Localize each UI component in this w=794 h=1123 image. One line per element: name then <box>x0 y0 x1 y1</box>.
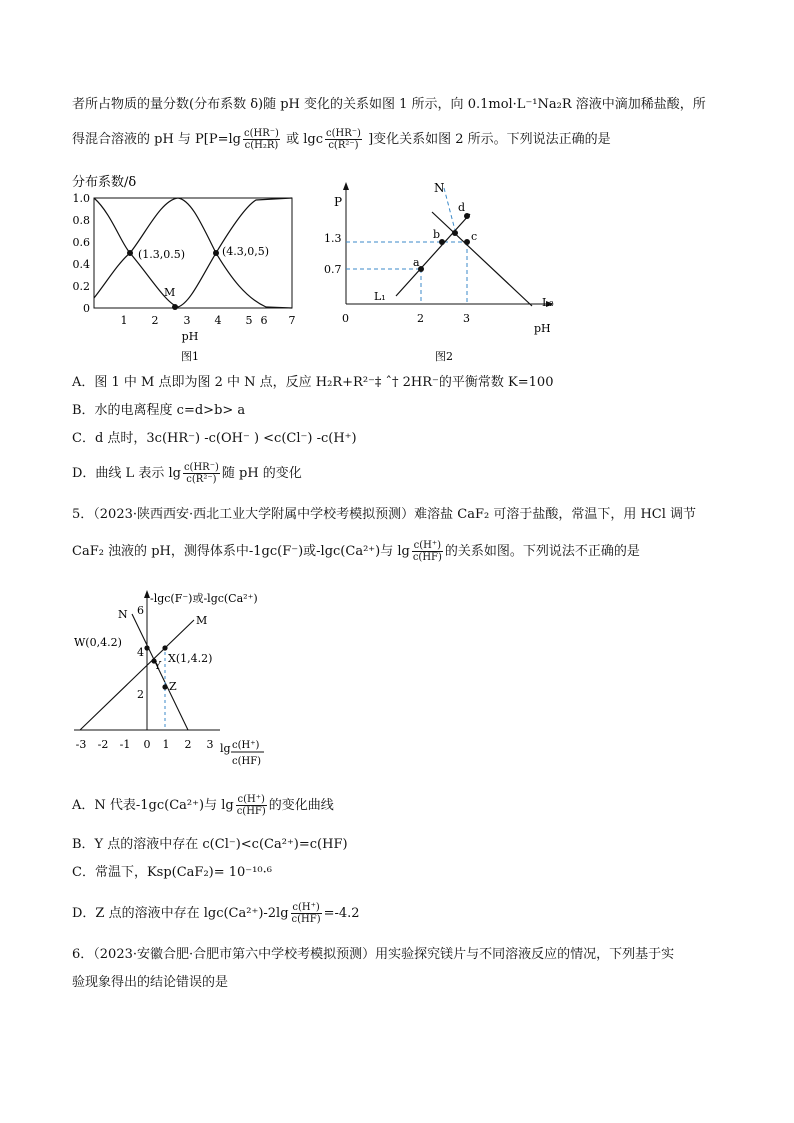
q4-intro2-c: ]变化关系如图 2 所示。下列说法正确的是 <box>368 132 611 147</box>
q4-optd-a: D．曲线 L 表示 lg <box>72 466 181 481</box>
fig2-point-c <box>464 239 470 245</box>
fig2-point-mid <box>452 230 458 236</box>
q5-stem2-b: 的关系如图。下列说法不正确的是 <box>444 544 640 559</box>
q4-intro-frac1: $\frac{c(HR^-)}{\text{c(H₂R)}}$ <box>244 128 279 151</box>
figure-q5 <box>70 590 290 780</box>
q4-option-d <box>72 462 302 485</box>
q4-intro2-a: 得混合溶液的 pH 与 P[P=lg <box>72 132 241 147</box>
fig2-line-l1 <box>396 214 470 296</box>
q4-intro-frac2: $\frac{c(HR^-)}{\text{c(R²⁻)}}$ <box>325 128 361 151</box>
fig1-ytick: 0.4 <box>72 258 90 271</box>
fig2-caption: 图2 <box>435 350 453 363</box>
fig2-label-l1: L₁ <box>374 290 386 303</box>
figure-2 <box>320 176 560 366</box>
fig1-xtick: 3 <box>183 314 191 327</box>
fig1-xtick: 5 <box>245 314 253 327</box>
q4-optd-frac: $\frac{c(HR^-)}{\text{c(R²⁻)}}$ <box>183 462 219 485</box>
fig2-label-l2: L₂ <box>542 296 554 309</box>
q5-fig-ytick: 4 <box>137 646 144 659</box>
q5-fig-point-w <box>144 645 149 650</box>
q5-option-a <box>72 794 334 817</box>
fig2-label-b: b <box>433 228 441 241</box>
q4-optd-b: 随 pH 的变化 <box>221 466 302 481</box>
q5-fig-xtick: 1 <box>162 738 170 751</box>
q5-fig-xtick: -2 <box>97 738 109 751</box>
q4-intro-line1: 者所占物质的量分数(分布系数 δ)随 pH 变化的关系如图 1 所示，向 0.1mol·L⁻¹Na₂R 溶液中滴加稀盐酸，所 <box>72 97 706 112</box>
fig2-label-a: a <box>413 256 420 269</box>
fig1-xtick: 2 <box>151 314 159 327</box>
q5-fig-ylabel: -lgc(F⁻)或-lgc(Ca²⁺) <box>150 592 258 605</box>
q5-fig-point-z <box>162 684 167 689</box>
fig2-label-n: N <box>434 181 445 195</box>
q5-option-b: B．Y 点的溶液中存在 c(Cl⁻)<c(Ca²⁺)=c(HF) <box>72 837 348 852</box>
q5-opta-a: A．N 代表-1gc(Ca²⁺)与 lg <box>72 798 234 813</box>
fig1-point-2 <box>213 250 219 256</box>
fig1-label-p1: (1.3,0.5) <box>138 248 186 261</box>
q6-stem-line2: 验现象得出的结论错误的是 <box>72 975 229 990</box>
q5-fig-ytick: 2 <box>137 688 144 701</box>
q4-option-c: C．d 点时，3c(HR⁻) -c(OH⁻ ) <c(Cl⁻) -c(H⁺) <box>72 431 357 446</box>
q4-intro-line2 <box>72 128 611 151</box>
q5-fig-label-y: Y <box>154 659 162 672</box>
fig1-ylabel: 分布系数/δ <box>72 175 137 190</box>
fig2-xtick-2: 2 <box>417 312 424 325</box>
q5-fig-label-x: X(1,4.2) <box>168 652 213 665</box>
fig1-xlabel: pH <box>181 330 199 343</box>
q5-fig-xtick: 0 <box>143 738 151 751</box>
q5-fig-ytick: 6 <box>137 604 144 617</box>
q5-opta-b: 的变化曲线 <box>268 798 334 813</box>
q4-option-a: A．图 1 中 M 点即为图 2 中 N 点，反应 H₂R+R²⁻‡ ˆ† 2HR⁻的平衡常数 K=100 <box>72 375 554 390</box>
q5-fig-label-n: N <box>118 608 128 621</box>
fig2-xlabel: pH <box>534 322 551 335</box>
q4-option-b: B．水的电离程度 c=d>b> a <box>72 403 246 418</box>
fig2-ytick-13: 1.3 <box>324 232 342 245</box>
q5-fig-xlabel-den: c(HF) <box>232 756 262 767</box>
q5-fig-xlabel-num: c(H⁺) <box>232 740 260 751</box>
fig1-ytick: 0 <box>83 302 90 315</box>
q4-intro2-b: 或 lgc <box>286 132 323 147</box>
fig2-ylabel: P <box>334 195 343 209</box>
fig2-xtick-3: 3 <box>463 312 470 325</box>
q5-stem-frac: $\frac{c(H^+)}{c(HF)}$ <box>412 540 442 563</box>
q5-fig-xtick: 3 <box>206 738 214 751</box>
q5-optd-a: D．Z 点的溶液中存在 lgc(Ca²⁺)-2lg <box>72 906 289 921</box>
q5-optd-frac: $\frac{c(H^+)}{c(HF)}$ <box>291 902 321 925</box>
q5-fig-xtick: -3 <box>75 738 87 751</box>
fig1-xtick: 1 <box>120 314 128 327</box>
fig1-ytick: 0.2 <box>72 280 90 293</box>
fig2-ytick-07: 0.7 <box>324 263 342 276</box>
fig1-ytick: 0.6 <box>72 236 90 249</box>
fig1-label-p2: (4.3,0,5) <box>222 245 270 258</box>
q6-stem-line1: 6．（2023·安徽合肥·合肥市第六中学校考模拟预测）用实验探究镁片与不同溶液反应的情况，下列基于实 <box>72 947 675 962</box>
fig2-line-n <box>444 188 456 234</box>
figure-1 <box>66 168 316 368</box>
q5-optd-b: =-4.2 <box>323 906 360 921</box>
q5-stem2-a: CaF₂ 浊液的 pH，测得体系中-1gc(F⁻)或-lgc(Ca²⁺)与 lg <box>72 544 410 559</box>
fig2-xtick-0: 0 <box>342 312 349 325</box>
q5-option-c: C．常温下，Ksp(CaF₂)= 10⁻¹⁰·⁶ <box>72 865 272 880</box>
q5-fig-label-w: W(0,4.2) <box>74 636 122 649</box>
q5-stem-line1: 5．（2023·陕西西安·西北工业大学附属中学校考模拟预测）难溶盐 CaF₂ 可溶于盐酸，常温下，用 HCl 调节 <box>72 507 697 522</box>
fig1-caption: 图1 <box>181 350 199 363</box>
fig2-label-c: c <box>471 230 478 243</box>
q5-fig-label-z: Z <box>169 680 177 693</box>
q5-fig-label-m: M <box>196 614 208 627</box>
q5-option-d <box>72 902 360 925</box>
q5-fig-point-x <box>162 645 167 650</box>
q5-fig-xlabel-lg: lg <box>220 742 231 755</box>
fig1-ytick: 1.0 <box>72 192 90 205</box>
fig2-y-arrow-icon <box>343 182 349 190</box>
fig1-xtick: 6 <box>260 314 268 327</box>
fig2-label-d: d <box>458 201 466 214</box>
fig1-point-m <box>172 304 178 310</box>
q5-opta-frac: $\frac{c(H^+)}{c(HF)}$ <box>236 794 266 817</box>
fig1-xtick: 4 <box>214 314 222 327</box>
fig1-label-m: M <box>164 286 176 299</box>
fig1-xtick: 7 <box>288 314 296 327</box>
fig1-point-1 <box>127 250 133 256</box>
q5-fig-xtick: -1 <box>119 738 131 751</box>
q5-fig-xtick: 2 <box>184 738 192 751</box>
q5-stem-line2 <box>72 540 640 563</box>
fig1-ytick: 0.8 <box>72 214 90 227</box>
fig2-line-l2 <box>432 212 532 306</box>
